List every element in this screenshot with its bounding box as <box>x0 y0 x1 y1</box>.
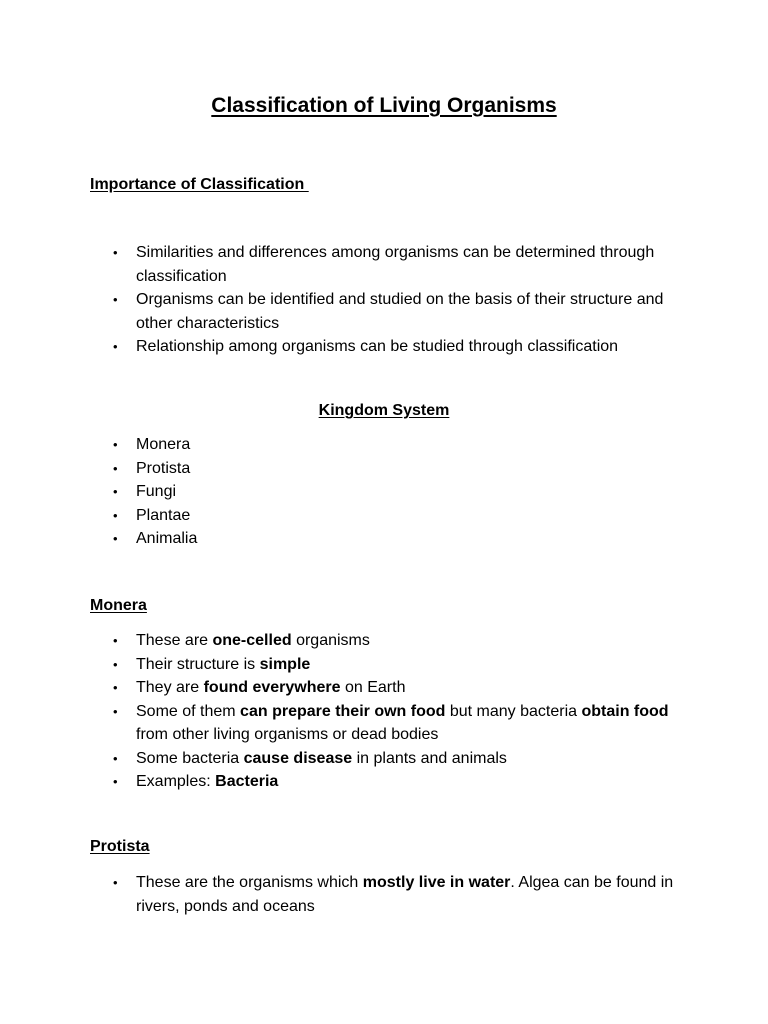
bullet-icon: • <box>113 339 118 354</box>
list-item <box>110 770 690 794</box>
list-item: • Fungi <box>110 480 690 504</box>
bullet-icon: • <box>113 507 118 523</box>
list-item: • Monera <box>110 433 690 457</box>
list-item <box>110 676 690 700</box>
protista-list <box>110 871 690 918</box>
text: in plants and animals <box>352 749 507 767</box>
bold-text: can prepare their own food <box>240 702 446 720</box>
bullet-icon: • <box>113 437 118 452</box>
monera-list <box>110 629 690 794</box>
text: from other living organisms or dead bodies <box>136 726 439 743</box>
bullet-icon: • <box>113 460 118 476</box>
bold-text: obtain food <box>581 702 669 720</box>
text: Some of them <box>136 702 241 720</box>
text: These are the organisms which <box>136 874 363 891</box>
list-item: • Organisms can be identified and studied on the basis of their structure and other characteristics <box>110 288 690 335</box>
list-item: • Animalia <box>110 527 690 551</box>
importance-list <box>110 241 690 359</box>
text: These are <box>136 632 213 649</box>
list-item: • Relationship among organisms can be studied through classification <box>110 335 690 359</box>
list-item <box>110 629 690 653</box>
page-title: Classification of Living Organisms <box>211 94 557 117</box>
bullet-icon: • <box>113 531 118 546</box>
text: Examples: <box>136 773 216 790</box>
bullet-icon: • <box>113 245 118 260</box>
bold-text: Bacteria <box>215 773 279 790</box>
text: . Algea can be found in rivers, ponds and oceans <box>136 874 674 915</box>
bold-text: simple <box>259 655 311 673</box>
text: Some bacteria <box>136 749 244 767</box>
bullet-icon: • <box>113 774 118 789</box>
text: Their structure is <box>136 655 260 673</box>
bullet-icon: • <box>113 656 118 672</box>
list-item: • Similarities and differences among organisms can be determined through classification <box>110 241 690 288</box>
bullet-icon: • <box>113 633 118 648</box>
bold-text: cause disease <box>243 749 353 767</box>
text: on Earth <box>340 679 406 696</box>
monera-heading: Monera <box>90 597 147 614</box>
kingdom-list <box>110 433 690 551</box>
list-item: • Plantae <box>110 504 690 528</box>
protista-heading: Protista <box>90 838 150 855</box>
text: organisms <box>291 632 370 649</box>
list-item <box>110 747 690 771</box>
list-item: • Protista <box>110 457 690 481</box>
importance-heading: Importance of Classification <box>90 176 309 193</box>
bullet-icon: • <box>113 292 118 307</box>
bullet-icon: • <box>113 680 118 695</box>
bullet-icon: • <box>113 875 118 890</box>
text: but many bacteria <box>445 702 582 720</box>
bold-text: found everywhere <box>203 679 341 696</box>
bullet-icon: • <box>113 484 118 499</box>
bullet-icon: • <box>113 750 118 766</box>
kingdom-heading: Kingdom System <box>318 402 450 419</box>
bold-text: one-celled <box>212 632 292 649</box>
list-item <box>110 700 690 747</box>
bold-text: mostly live in water <box>362 874 511 891</box>
list-item <box>110 871 690 918</box>
text: They are <box>136 679 204 696</box>
list-item <box>110 653 690 677</box>
bullet-icon: • <box>113 703 118 719</box>
